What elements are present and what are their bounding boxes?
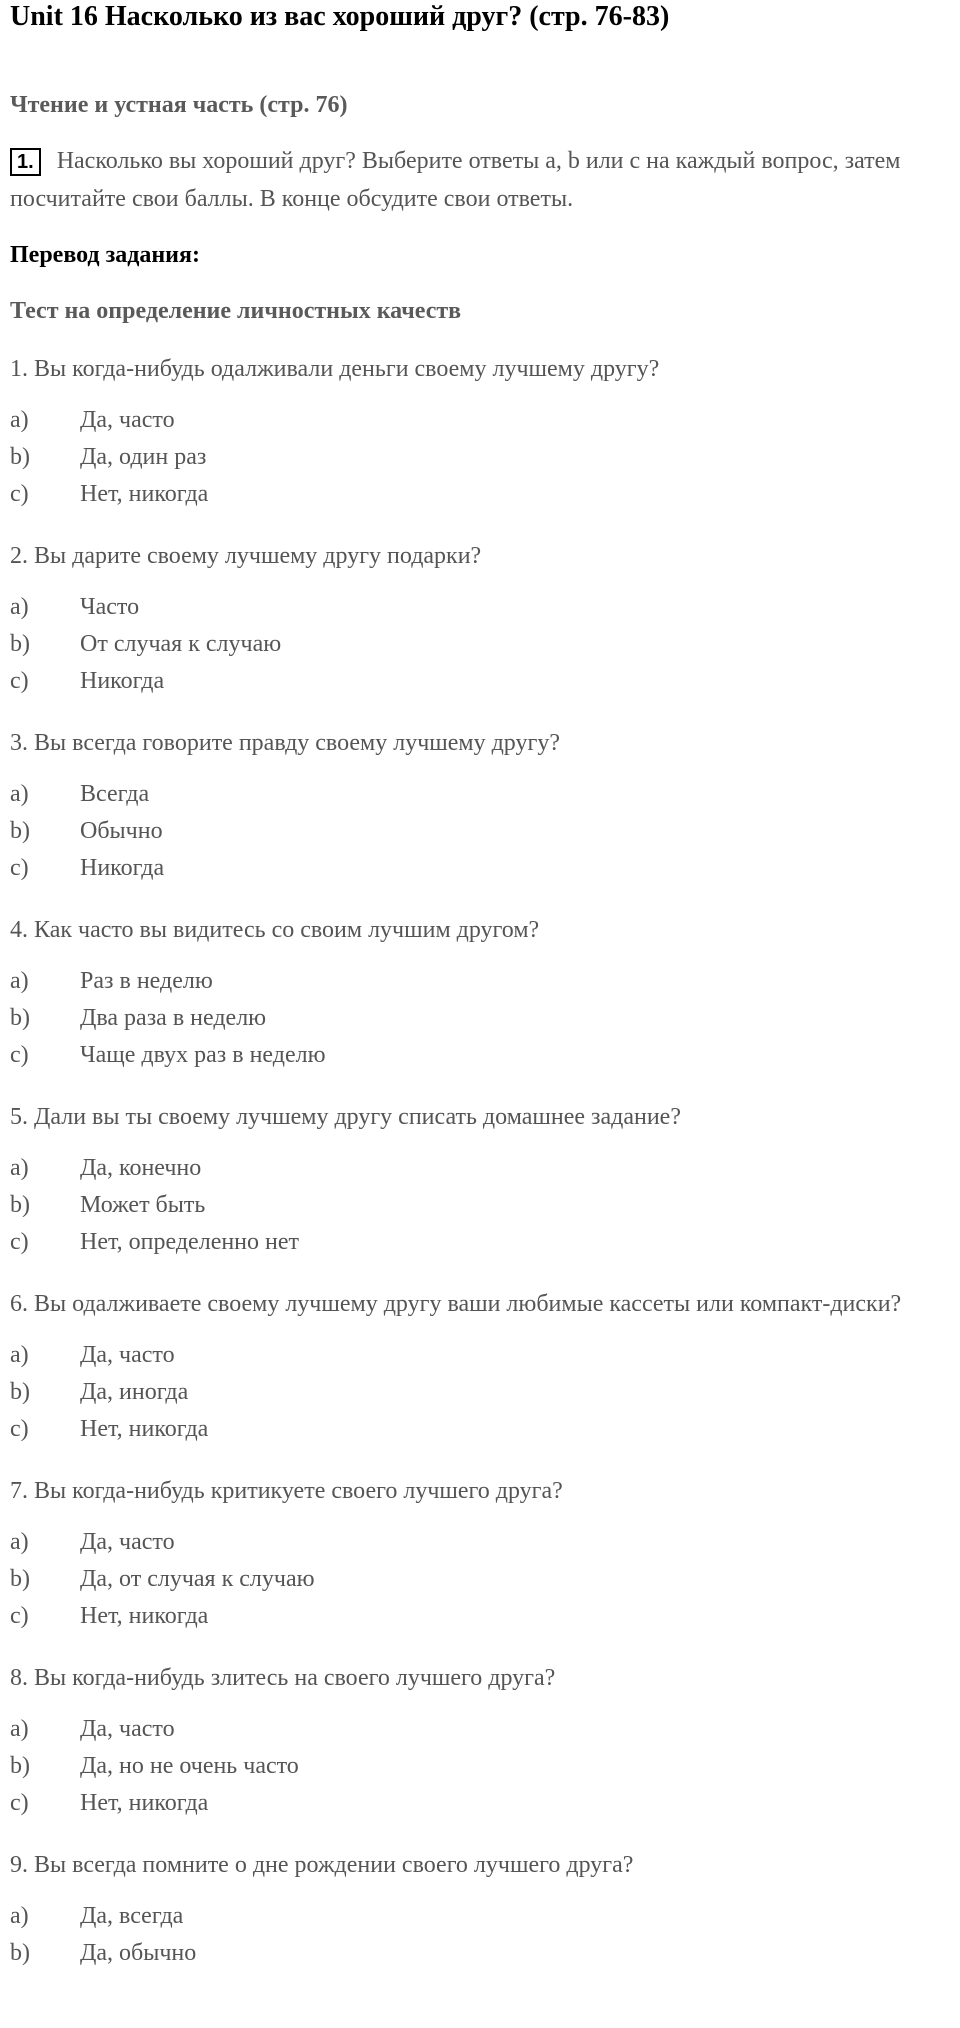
task-text: Насколько вы хороший друг? Выберите ответы a, b или c на каждый вопрос, затем посчитайте свои баллы. В конце обсудите свои ответы. xyxy=(10,148,901,212)
option-text: Нет, никогда xyxy=(80,1603,209,1629)
answer-options xyxy=(10,1150,950,1261)
answer-option xyxy=(10,1187,950,1224)
answer-options xyxy=(10,402,950,513)
option-letter: c) xyxy=(10,481,29,507)
translation-heading: Перевод задания: xyxy=(10,242,200,268)
option-letter: a) xyxy=(10,968,29,994)
option-text: От случая к случаю xyxy=(80,631,282,657)
answer-options xyxy=(10,1337,950,1448)
question-text: 6. Вы одалживаете своему лучшему другу ваши любимые кассеты или компакт-диски? xyxy=(10,1291,902,1317)
option-letter: c) xyxy=(10,1790,29,1816)
option-text: Да, конечно xyxy=(80,1155,202,1181)
question-block xyxy=(10,1472,950,1635)
option-text: Да, обычно xyxy=(80,1940,197,1966)
answer-option xyxy=(10,1935,950,1972)
option-text: Всегда xyxy=(80,781,150,807)
question-text: 2. Вы дарите своему лучшему другу подарки? xyxy=(10,543,482,569)
option-letter: b) xyxy=(10,1005,30,1031)
option-text: Может быть xyxy=(80,1192,206,1218)
answer-option xyxy=(10,476,950,513)
answer-options xyxy=(10,776,950,887)
answer-option xyxy=(10,663,950,700)
question-block xyxy=(10,537,950,700)
answer-option xyxy=(10,850,950,887)
question-block xyxy=(10,911,950,1074)
option-letter: c) xyxy=(10,1229,29,1255)
answer-option xyxy=(10,776,950,813)
answer-option xyxy=(10,1785,950,1822)
option-letter: c) xyxy=(10,1042,29,1068)
option-text: Нет, определенно нет xyxy=(80,1229,300,1255)
option-letter: a) xyxy=(10,1529,29,1555)
question-list xyxy=(10,350,950,1972)
test-heading: Тест на определение личностных качеств xyxy=(10,298,462,324)
answer-option xyxy=(10,439,950,476)
option-letter: a) xyxy=(10,1903,29,1929)
option-letter: a) xyxy=(10,407,29,433)
option-letter: b) xyxy=(10,1192,30,1218)
option-text: Да, часто xyxy=(80,1342,175,1368)
answer-option xyxy=(10,402,950,439)
option-letter: a) xyxy=(10,1716,29,1742)
answer-option xyxy=(10,1337,950,1374)
option-letter: b) xyxy=(10,818,30,844)
answer-options xyxy=(10,963,950,1074)
option-text: Нет, никогда xyxy=(80,1416,209,1442)
answer-option xyxy=(10,1898,950,1935)
answer-option xyxy=(10,1524,950,1561)
option-text: Нет, никогда xyxy=(80,481,209,507)
option-letter: c) xyxy=(10,1416,29,1442)
answer-option xyxy=(10,1150,950,1187)
answer-option xyxy=(10,813,950,850)
answer-option xyxy=(10,589,950,626)
option-text: Часто xyxy=(80,594,140,620)
option-letter: c) xyxy=(10,855,29,881)
question-block xyxy=(10,350,950,513)
option-text: Да, часто xyxy=(80,407,175,433)
option-text: Да, часто xyxy=(80,1529,175,1555)
answer-option xyxy=(10,1411,950,1448)
answer-option xyxy=(10,1748,950,1785)
option-text: Да, иногда xyxy=(80,1379,189,1405)
answer-option xyxy=(10,1711,950,1748)
option-text: Да, часто xyxy=(80,1716,175,1742)
option-letter: a) xyxy=(10,594,29,620)
option-letter: c) xyxy=(10,1603,29,1629)
option-text: Чаще двух раз в неделю xyxy=(80,1042,326,1068)
option-letter: b) xyxy=(10,1379,30,1405)
answer-option xyxy=(10,626,950,663)
question-text: 3. Вы всегда говорите правду своему лучшему другу? xyxy=(10,730,560,756)
option-letter: b) xyxy=(10,444,30,470)
option-text: Обычно xyxy=(80,818,163,844)
option-letter: b) xyxy=(10,1753,30,1779)
option-letter: c) xyxy=(10,668,29,694)
option-letter: b) xyxy=(10,1566,30,1592)
option-text: Да, от случая к случаю xyxy=(80,1566,315,1592)
answer-option xyxy=(10,963,950,1000)
option-text: Нет, никогда xyxy=(80,1790,209,1816)
question-text: 1. Вы когда-нибудь одалживали деньги своему лучшему другу? xyxy=(10,356,660,382)
answer-options xyxy=(10,1711,950,1822)
page-title: Unit 16 Насколько из вас хороший друг? (стр. 76-83) xyxy=(10,1,670,32)
answer-options xyxy=(10,1898,950,1972)
option-text: Никогда xyxy=(80,668,165,694)
option-text: Никогда xyxy=(80,855,165,881)
answer-option xyxy=(10,1598,950,1635)
task-instruction xyxy=(10,142,950,218)
option-text: Раз в неделю xyxy=(80,968,213,994)
question-block xyxy=(10,724,950,887)
question-text: 9. Вы всегда помните о дне рождении своего лучшего друга? xyxy=(10,1852,634,1878)
answer-option xyxy=(10,1561,950,1598)
option-letter: a) xyxy=(10,781,29,807)
answer-options xyxy=(10,589,950,700)
question-block xyxy=(10,1659,950,1822)
question-block xyxy=(10,1285,950,1448)
answer-option xyxy=(10,1000,950,1037)
option-text: Да, всегда xyxy=(80,1903,184,1929)
option-letter: a) xyxy=(10,1155,29,1181)
answer-options xyxy=(10,1524,950,1635)
question-text: 5. Дали вы ты своему лучшему другу списать домашнее задание? xyxy=(10,1104,681,1130)
task-number-badge: 1. xyxy=(10,148,41,176)
option-letter: a) xyxy=(10,1342,29,1368)
option-text: Да, но не очень часто xyxy=(80,1753,299,1779)
option-text: Да, один раз xyxy=(80,444,207,470)
answer-option xyxy=(10,1037,950,1074)
option-letter: b) xyxy=(10,631,30,657)
option-letter: b) xyxy=(10,1940,30,1966)
answer-option xyxy=(10,1224,950,1261)
question-text: 8. Вы когда-нибудь злитесь на своего лучшего друга? xyxy=(10,1665,556,1691)
answer-option xyxy=(10,1374,950,1411)
question-block xyxy=(10,1846,950,1972)
question-text: 4. Как часто вы видитесь со своим лучшим другом? xyxy=(10,917,540,943)
question-block xyxy=(10,1098,950,1261)
option-text: Два раза в неделю xyxy=(80,1005,267,1031)
question-text: 7. Вы когда-нибудь критикуете своего лучшего друга? xyxy=(10,1478,563,1504)
section-heading: Чтение и устная часть (стр. 76) xyxy=(10,92,348,118)
